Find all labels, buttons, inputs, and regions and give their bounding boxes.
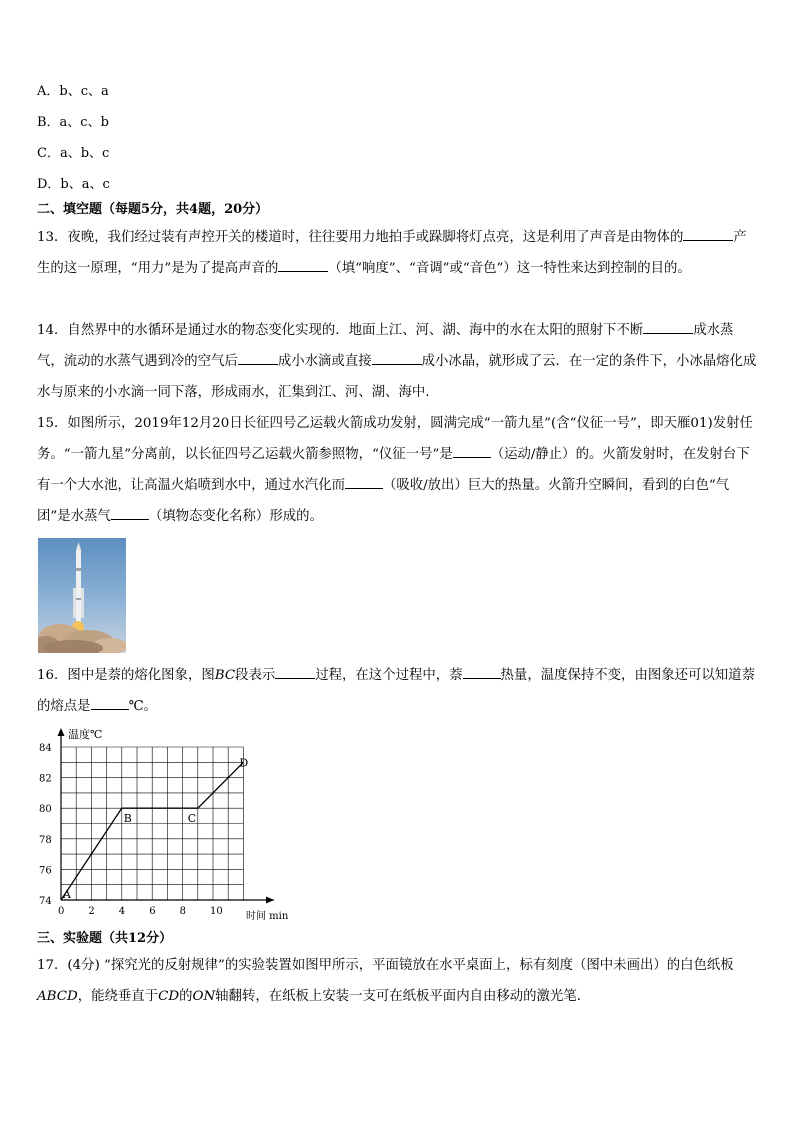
axes <box>58 728 275 904</box>
q15-text-1: 15．如图所示，2019年12月20日长征四号乙运载火箭成功发射，圆满完成“一箭九星”(含“仪征一号”，即天雁01)发射任务。“一箭九星”分离前，以长征四号乙运载火箭参照物，“仪征一号”是 <box>37 416 753 462</box>
q17-text-4: 轴翻转，在纸板上安装一支可在纸板平面内自由移动的激光笔． <box>215 989 591 1004</box>
q15-text-4: （填物态变化名称）形成的。 <box>148 509 323 524</box>
q16-text-3: 过程，在这个过程中，萘 <box>315 668 463 683</box>
x-tick-label: 0 <box>58 906 65 917</box>
q17-text-3: 的 <box>179 989 193 1004</box>
q16-blank-2 <box>463 664 501 679</box>
grid <box>61 747 243 900</box>
q17-text-1: 17．(4分) “探究光的反射规律”的实验装置如图甲所示，平面镜放在水平桌面上，标有刻度（图中未画出）的白色纸板 <box>37 958 734 973</box>
q14-text-1: 14．自然界中的水循环是通过水的物态变化实现的．地面上江、河、湖、海中的水在太阳的照射下不断 <box>37 323 644 338</box>
x-axis-label: 时间 min <box>246 911 289 922</box>
question-17 <box>37 950 759 1012</box>
q17-abcd-label: ABCD <box>37 989 78 1004</box>
point-label-c: C <box>187 812 197 826</box>
q16-text-5: ℃。 <box>128 699 157 714</box>
q17-on-label: ON <box>192 989 216 1004</box>
x-axis-arrow <box>266 897 274 904</box>
q15-blank-3 <box>111 505 149 520</box>
q14-blank-2 <box>238 350 278 365</box>
y-tick-label: 76 <box>39 865 52 877</box>
y-tick-label: 80 <box>39 804 52 816</box>
point-label-d: D <box>239 756 249 770</box>
point-label-a: A <box>63 888 71 901</box>
point-label-b: B <box>123 812 132 826</box>
q14-blank-1 <box>643 319 693 334</box>
q17-text-2: ，能绕垂直于 <box>77 989 159 1004</box>
option-b: B．a、c、b <box>37 115 109 130</box>
option-d: D．b、a、c <box>37 177 110 192</box>
question-14 <box>37 315 759 408</box>
q14-blank-3 <box>372 350 422 365</box>
x-tick-label: 8 <box>179 906 186 917</box>
y-axis-arrow <box>58 728 65 736</box>
q16-blank-3 <box>91 695 129 710</box>
rocket-launch-photo <box>38 538 126 653</box>
x-tick-label: 4 <box>118 906 126 917</box>
q16-text-2: 段表示 <box>235 668 276 683</box>
q15-blank-1 <box>453 443 491 458</box>
q15-text-2: （运动/静止）的。火箭发射时，在发射台下有一个大水池，让高温火焰喷到水中，通过水汽化而 <box>37 447 750 493</box>
q14-text-3: 成小水滴或直接 <box>277 354 372 369</box>
y-axis-label: 温度℃ <box>68 728 103 741</box>
q13-text-2: 产生的这一原理，“用力”是为了提高声音的 <box>37 230 747 276</box>
y-tick-label: 82 <box>39 773 52 785</box>
q16-blank-1 <box>275 664 315 679</box>
q16-bc-label: BC <box>214 668 236 683</box>
y-tick-label: 78 <box>39 834 52 846</box>
q13-text-1: 13．夜晚，我们经过装有声控开关的楼道时，往往要用力地拍手或跺脚将灯点亮，这是利用了声音是由物体的 <box>37 230 684 245</box>
q13-blank-2 <box>278 257 328 272</box>
q13-blank-1 <box>683 226 733 241</box>
q16-text-1: 16．图中是萘的熔化图象，图 <box>37 668 215 683</box>
q16-text-4: 热量，温度保持不变，由图象还可以知道萘的熔点是 <box>37 668 755 714</box>
section-2-heading: 二、填空题（每题5分，共4题，20分） <box>37 202 269 217</box>
option-a: A．b、c、a <box>37 84 109 99</box>
y-tick-label: 74 <box>39 896 52 907</box>
question-13 <box>37 222 759 284</box>
question-15 <box>37 408 759 532</box>
x-tick-label: 10 <box>210 906 223 917</box>
q14-text-2: 成水蒸气，流动的水蒸气遇到冷的空气后 <box>37 323 734 369</box>
x-tick-label: 6 <box>149 906 156 917</box>
q14-text-4: 成小冰晶，就形成了云．在一定的条件下，小冰晶熔化成水与原来的小水滴一同下落，形成雨水，汇集到江、河、湖、海中． <box>37 354 757 400</box>
q17-cd-label: CD <box>158 989 180 1004</box>
q13-text-3: （填“响度”、“音调”或“音色”）这一特性来达到控制的目的。 <box>328 261 691 276</box>
x-tick-label: 2 <box>88 906 95 917</box>
section-3-heading: 三、实验题（共12分） <box>37 931 173 946</box>
y-tick-label: 84 <box>39 743 52 754</box>
question-16 <box>37 660 759 722</box>
q15-text-3: （吸收/放出）巨大的热量。火箭升空瞬间，看到的白色“气团”是水蒸气 <box>37 478 730 524</box>
q15-blank-2 <box>345 474 383 489</box>
melting-graph <box>34 724 314 924</box>
option-c: C．a、b、c <box>37 146 110 161</box>
